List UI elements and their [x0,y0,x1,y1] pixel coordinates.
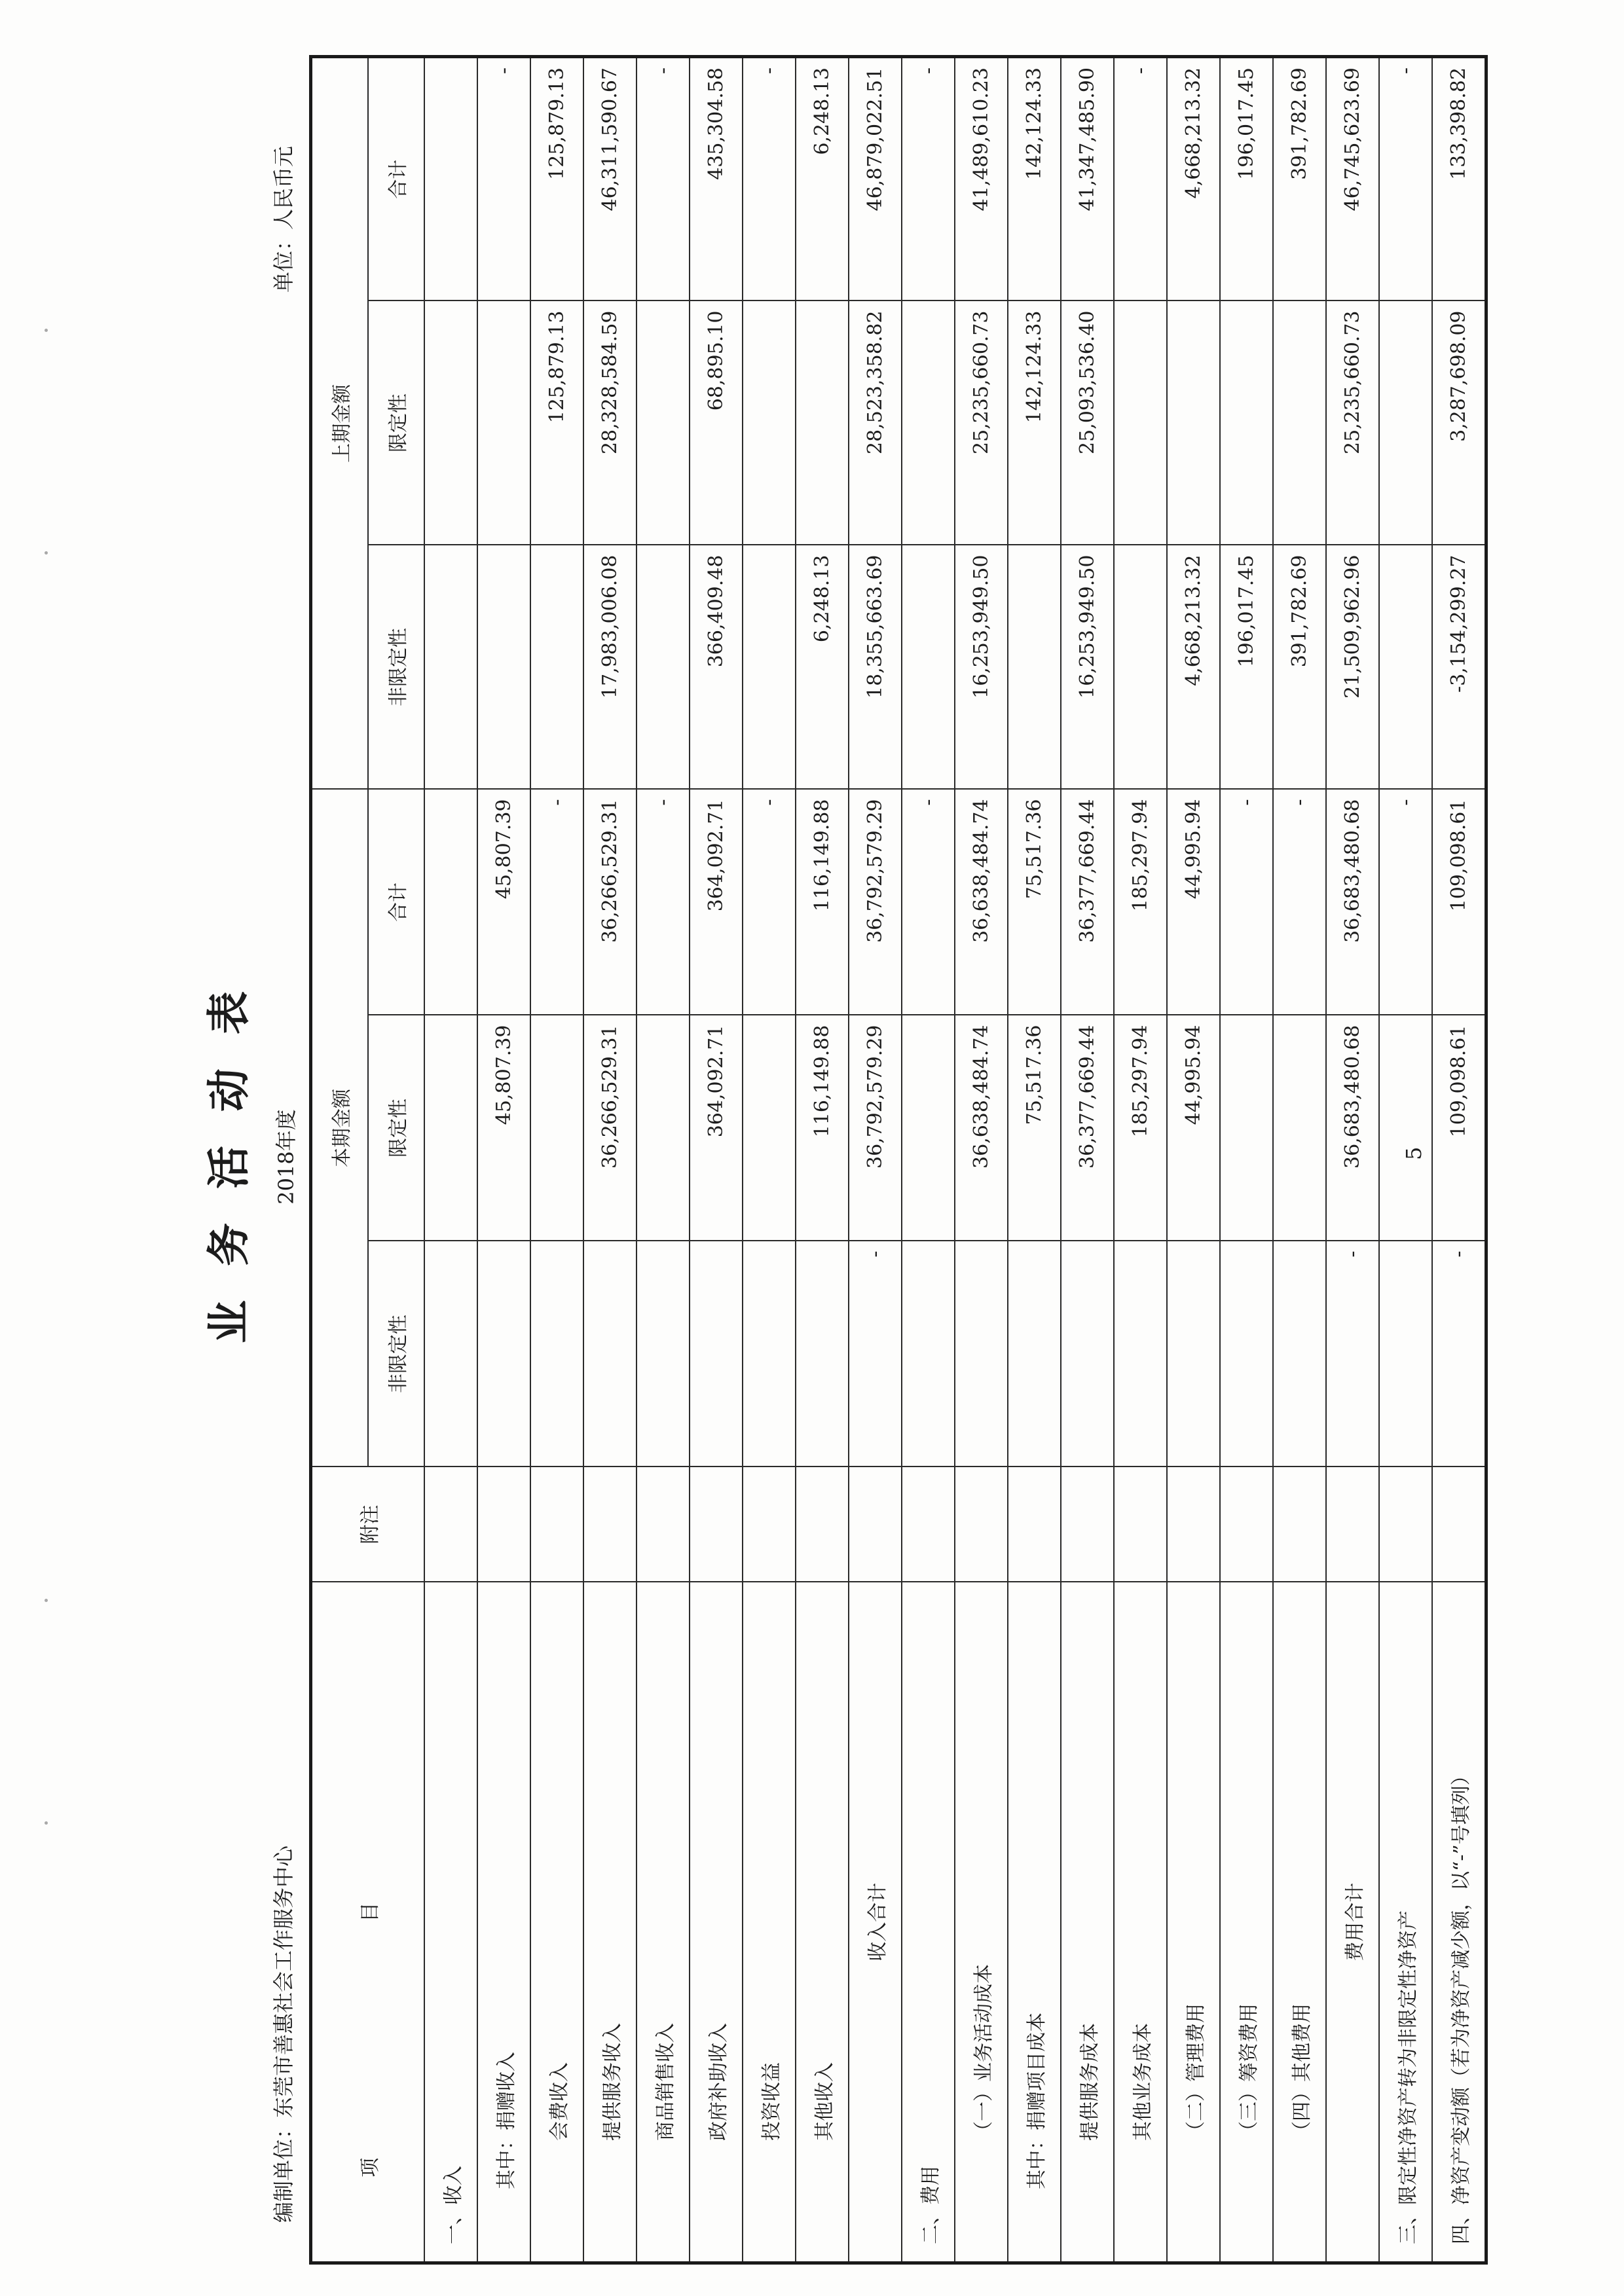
previous-total-cell: - [743,57,796,301]
current-unrestricted-cell [1273,1241,1326,1467]
row-label: 三、限定性净资产转为非限定性净资产 [1379,1582,1432,2263]
previous-total-cell: 435,304.58 [690,57,743,301]
previous-unrestricted-cell: -3,154,299.27 [1432,545,1486,790]
row-label: 提供服务收入 [583,1582,637,2263]
previous-unrestricted-cell [1114,545,1167,790]
current-restricted-cell [637,1015,690,1241]
current-total-cell [424,790,477,1015]
current-unrestricted-cell [1167,1241,1220,1467]
row-note [1273,1467,1326,1582]
previous-total-cell: - [637,57,690,301]
previous-unrestricted-cell: 391,782.69 [1273,545,1326,790]
current-unrestricted-cell [1061,1241,1114,1467]
row-note [955,1467,1008,1582]
current-restricted-cell: 45,807.39 [477,1015,530,1241]
previous-total-cell: 196,017.45 [1220,57,1273,301]
row-label: 其他业务成本 [1114,1582,1167,2263]
table-row [796,57,849,2263]
scan-mark [45,551,48,555]
current-restricted-cell: 36,683,480.68 [1326,1015,1379,1241]
row-note [1432,1467,1486,1582]
previous-restricted-cell [1167,301,1220,545]
row-note [690,1467,743,1582]
row-label: 其他收入 [796,1582,849,2263]
current-unrestricted-cell [1008,1241,1061,1467]
previous-total-cell: 133,398.82 [1432,57,1486,301]
row-note [1008,1467,1061,1582]
current-total-cell: 109,098.61 [1432,790,1486,1015]
row-note [1379,1467,1432,1582]
scan-mark [45,329,48,332]
previous-restricted-cell [743,301,796,545]
header-prev-restricted: 限定性 [368,301,424,545]
previous-unrestricted-cell: 6,248.13 [796,545,849,790]
current-unrestricted-cell: - [1326,1241,1379,1467]
current-unrestricted-cell [477,1241,530,1467]
current-unrestricted-cell [530,1241,583,1467]
previous-unrestricted-cell [637,545,690,790]
current-restricted-cell [1220,1015,1273,1241]
current-total-cell: - [743,790,796,1015]
current-unrestricted-cell [424,1241,477,1467]
previous-restricted-cell: 125,879.13 [530,301,583,545]
row-label: 一、收入 [424,1582,477,2263]
preparing-unit-name: 东莞市善惠社会工作服务中心 [271,1845,296,2118]
previous-total-cell [424,57,477,301]
table-row [1167,57,1220,2263]
row-label: 四、净资产变动额（若为净资产减少额，以“-”号填列） [1432,1582,1486,2263]
previous-total-cell: 142,124.33 [1008,57,1061,301]
previous-total-cell: 4,668,213.32 [1167,57,1220,301]
row-note [1061,1467,1114,1582]
row-label: （四）其他费用 [1273,1582,1326,2263]
row-note [849,1467,902,1582]
header-note: 附注 [311,1467,425,1582]
current-unrestricted-cell [743,1241,796,1467]
previous-restricted-cell [902,301,955,545]
current-restricted-cell [1379,1015,1432,1241]
current-unrestricted-cell [902,1241,955,1467]
header-prev-total: 合计 [368,57,424,301]
previous-total-cell: 46,745,623.69 [1326,57,1379,301]
table-row [1326,57,1379,2263]
table-row [1432,57,1486,2263]
previous-restricted-cell: 142,124.33 [1008,301,1061,545]
row-note [796,1467,849,1582]
current-total-cell: - [902,790,955,1015]
table-row [1061,57,1114,2263]
current-total-cell: 36,792,579.29 [849,790,902,1015]
current-total-cell: - [1379,790,1432,1015]
previous-unrestricted-cell: 16,253,949.50 [955,545,1008,790]
row-label: （三）筹资费用 [1220,1582,1273,2263]
current-total-cell: 185,297.94 [1114,790,1167,1015]
previous-restricted-cell: 68,895.10 [690,301,743,545]
previous-restricted-cell [1220,301,1273,545]
previous-unrestricted-cell: 21,509,962.96 [1326,545,1379,790]
previous-restricted-cell [1273,301,1326,545]
current-unrestricted-cell [1114,1241,1167,1467]
current-unrestricted-cell [955,1241,1008,1467]
previous-total-cell: 41,489,610.23 [955,57,1008,301]
previous-unrestricted-cell [424,545,477,790]
current-restricted-cell: 36,377,669.44 [1061,1015,1114,1241]
previous-restricted-cell [477,301,530,545]
row-label: （一）业务活动成本 [955,1582,1008,2263]
current-unrestricted-cell [690,1241,743,1467]
table-row [530,57,583,2263]
previous-total-cell: 41,347,485.90 [1061,57,1114,301]
previous-restricted-cell: 25,093,536.40 [1061,301,1114,545]
table-row [583,57,637,2263]
report-year: 2018年度 [274,1109,299,1205]
header-current-period: 本期金额 [311,790,369,1467]
currency-unit: 单位：人民币元 [271,145,296,293]
current-restricted-cell: 44,995.94 [1167,1015,1220,1241]
table-row [743,57,796,2263]
previous-unrestricted-cell [902,545,955,790]
scan-mark [45,1821,48,1825]
current-total-cell: 44,995.94 [1167,790,1220,1015]
row-note [902,1467,955,1582]
scan-mark [45,1599,48,1602]
row-label: 会费收入 [530,1582,583,2263]
previous-unrestricted-cell [1379,545,1432,790]
current-unrestricted-cell: - [1432,1241,1486,1467]
table-row [1220,57,1273,2263]
row-label: 政府补助收入 [690,1582,743,2263]
row-note [477,1467,530,1582]
table-row [424,57,477,2263]
current-unrestricted-cell [1379,1241,1432,1467]
previous-unrestricted-cell: 196,017.45 [1220,545,1273,790]
current-restricted-cell [1273,1015,1326,1241]
current-total-cell: 36,377,669.44 [1061,790,1114,1015]
previous-total-cell: 46,311,590.67 [583,57,637,301]
previous-restricted-cell: 28,328,584.59 [583,301,637,545]
table-row [1114,57,1167,2263]
current-restricted-cell: 364,092.71 [690,1015,743,1241]
previous-restricted-cell [1379,301,1432,545]
current-unrestricted-cell: - [849,1241,902,1467]
previous-unrestricted-cell: 4,668,213.32 [1167,545,1220,790]
previous-restricted-cell: 25,235,660.73 [1326,301,1379,545]
header-cur-restricted: 限定性 [368,1015,424,1241]
current-total-cell: 364,092.71 [690,790,743,1015]
current-unrestricted-cell [796,1241,849,1467]
current-restricted-cell [530,1015,583,1241]
row-label: 收入合计 [849,1582,902,2263]
row-note [1114,1467,1167,1582]
current-total-cell: - [1220,790,1273,1015]
row-label: 商品销售收入 [637,1582,690,2263]
table-row [477,57,530,2263]
row-label: 其中：捐赠收入 [477,1582,530,2263]
table-row [637,57,690,2263]
current-total-cell: 36,683,480.68 [1326,790,1379,1015]
current-total-cell: 45,807.39 [477,790,530,1015]
table-row [902,57,955,2263]
previous-total-cell: 6,248.13 [796,57,849,301]
current-restricted-cell [743,1015,796,1241]
row-note [1326,1467,1379,1582]
previous-total-cell: 46,879,022.51 [849,57,902,301]
previous-total-cell: - [1114,57,1167,301]
current-total-cell: - [530,790,583,1015]
previous-unrestricted-cell [530,545,583,790]
row-note [743,1467,796,1582]
row-label: 费用合计 [1326,1582,1379,2263]
current-restricted-cell: 36,792,579.29 [849,1015,902,1241]
current-total-cell: - [637,790,690,1015]
current-restricted-cell [902,1015,955,1241]
row-note [637,1467,690,1582]
table-row [1008,57,1061,2263]
table-row [955,57,1008,2263]
current-restricted-cell: 116,149.88 [796,1015,849,1241]
previous-restricted-cell [1114,301,1167,545]
header-cur-unrestricted: 非限定性 [368,1241,424,1467]
current-total-cell: 116,149.88 [796,790,849,1015]
row-note [424,1467,477,1582]
previous-unrestricted-cell: 366,409.48 [690,545,743,790]
header-cur-total: 合计 [368,790,424,1015]
previous-restricted-cell [424,301,477,545]
previous-unrestricted-cell: 16,253,949.50 [1061,545,1114,790]
current-total-cell: 36,638,484.74 [955,790,1008,1015]
previous-unrestricted-cell [477,545,530,790]
activity-table [309,55,1488,2265]
current-unrestricted-cell [637,1241,690,1467]
current-restricted-cell: 109,098.61 [1432,1015,1486,1241]
current-restricted-cell: 185,297.94 [1114,1015,1167,1241]
row-label: （二）管理费用 [1167,1582,1220,2263]
report-title: 业务活动表 [203,957,254,1343]
current-total-cell: 36,266,529.31 [583,790,637,1015]
preparing-unit-label: 编制单位： [271,2117,296,2223]
previous-unrestricted-cell [743,545,796,790]
previous-unrestricted-cell: 17,983,006.08 [583,545,637,790]
table-row [690,57,743,2263]
previous-total-cell: - [1379,57,1432,301]
row-label: 提供服务成本 [1061,1582,1114,2263]
current-total-cell: 75,517.36 [1008,790,1061,1015]
row-note [1167,1467,1220,1582]
row-label: 投资收益 [743,1582,796,2263]
row-note [1220,1467,1273,1582]
previous-restricted-cell [796,301,849,545]
previous-total-cell: 391,782.69 [1273,57,1326,301]
previous-unrestricted-cell: 18,355,663.69 [849,545,902,790]
table-row [849,57,902,2263]
previous-total-cell: 125,879.13 [530,57,583,301]
previous-total-cell: - [477,57,530,301]
previous-restricted-cell: 25,235,660.73 [955,301,1008,545]
previous-restricted-cell: 28,523,358.82 [849,301,902,545]
current-total-cell: - [1273,790,1326,1015]
table-row [1273,57,1326,2263]
previous-restricted-cell: 3,287,698.09 [1432,301,1486,545]
row-note [583,1467,637,1582]
current-restricted-cell [424,1015,477,1241]
header-prev-unrestricted: 非限定性 [368,545,424,790]
header-previous-period: 上期金额 [311,57,369,790]
current-restricted-cell: 36,266,529.31 [583,1015,637,1241]
row-note [530,1467,583,1582]
row-label: 二、费用 [902,1582,955,2263]
previous-unrestricted-cell [1008,545,1061,790]
header-item: 项目 [311,1582,425,2263]
current-restricted-cell: 36,638,484.74 [955,1015,1008,1241]
preparing-unit [267,1846,297,2223]
previous-restricted-cell [637,301,690,545]
previous-total-cell: - [902,57,955,301]
current-unrestricted-cell [583,1241,637,1467]
row-label: 其中：捐赠项目成本 [1008,1582,1061,2263]
current-restricted-cell: 75,517.36 [1008,1015,1061,1241]
current-unrestricted-cell [1220,1241,1273,1467]
page-number: 5 [1401,1146,1426,1160]
